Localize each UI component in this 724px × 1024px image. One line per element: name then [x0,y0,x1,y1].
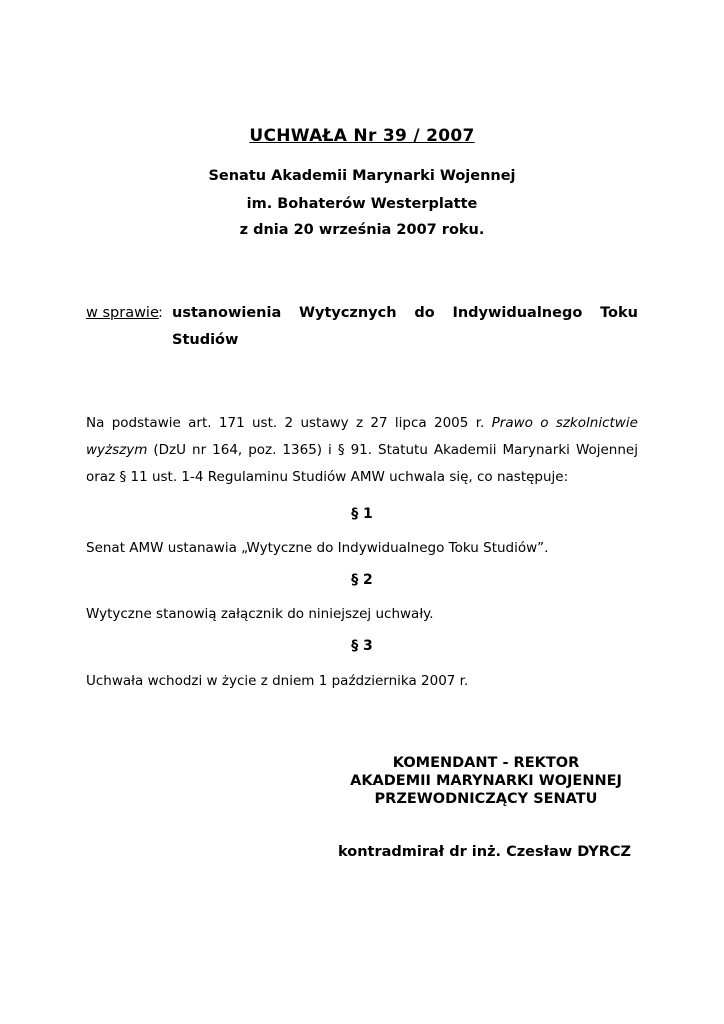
basis-word: art. [188,415,212,431]
section-text-1: Senat AMW ustanawia „Wytyczne do Indywidualnego Toku Studiów”. [86,540,549,556]
basis-word: 2 [284,415,294,431]
basis-word: 164, [212,442,243,458]
subject-word: Toku [600,305,638,321]
basis-word: ust. [252,415,278,431]
subject-text [172,300,638,354]
basis-word: (DzU [153,442,187,458]
basis-word: Marynarki [502,442,570,458]
section-heading-3: § 3 [351,638,373,654]
basis-word: poz. [248,442,277,458]
basis-word: 171 [218,415,245,431]
resolution-title: UCHWAŁA Nr 39 / 2007 [249,126,475,146]
subject-line-2: Studiów [172,332,239,348]
subject-label: w sprawie [86,305,159,321]
basis-word: Na [86,415,105,431]
basis-word: i [328,442,332,458]
subtitle-line-1: Senatu Akademii Marynarki Wojennej [208,168,516,184]
basis-word: Akademii [433,442,497,458]
basis-word: r. [475,415,485,431]
subtitle-line-3: z dnia 20 września 2007 roku. [239,222,485,238]
subject-word: do [414,305,435,321]
basis-word-italic: o [540,415,549,431]
basis-line-1 [86,410,638,437]
subtitle-line-2: im. Bohaterów Westerplatte [246,196,478,212]
section-text-3: Uchwała wchodzi w życie z dniem 1 października 2007 r. [86,673,469,689]
signature-title-2: AKADEMII MARYNARKI WOJENNEJ [350,773,622,789]
subject-word: ustanowienia [172,305,282,321]
subject-line-1 [172,300,638,327]
section-text-2: Wytyczne stanowią załącznik do niniejszej uchwały. [86,606,434,622]
section-heading-1: § 1 [351,506,373,522]
basis-word: ustawy [300,415,349,431]
basis-word: 2005 [434,415,469,431]
basis-word: 1365) [282,442,323,458]
basis-word: Statutu [378,442,428,458]
subject-word: Wytycznych [299,305,397,321]
basis-word: lipca [394,415,427,431]
subject-word: Indywidualnego [452,305,583,321]
basis-word: 27 [370,415,388,431]
basis-line-2 [86,437,638,464]
basis-word-italic: Prawo [491,415,533,431]
signature-title-3: PRZEWODNICZĄCY SENATU [374,791,598,807]
basis-word: podstawie [111,415,181,431]
basis-word: Wojennej [575,442,638,458]
subject-colon: : [158,305,163,321]
basis-word: 91. [350,442,373,458]
signer-name: kontradmirał dr inż. Czesław DYRCZ [338,844,632,860]
section-heading-2: § 2 [351,572,373,588]
basis-word-italic: wyższym [86,442,148,458]
basis-word: § [337,442,345,458]
basis-line-3: oraz § 11 ust. 1-4 Regulaminu Studiów AMW uchwala się, co następuje: [86,469,569,485]
basis-word-italic: szkolnictwie [555,415,638,431]
signature-title-1: KOMENDANT - REKTOR [392,755,580,771]
basis-word: z [355,415,364,431]
basis-word: nr [192,442,207,458]
legal-basis-paragraph [86,410,638,491]
